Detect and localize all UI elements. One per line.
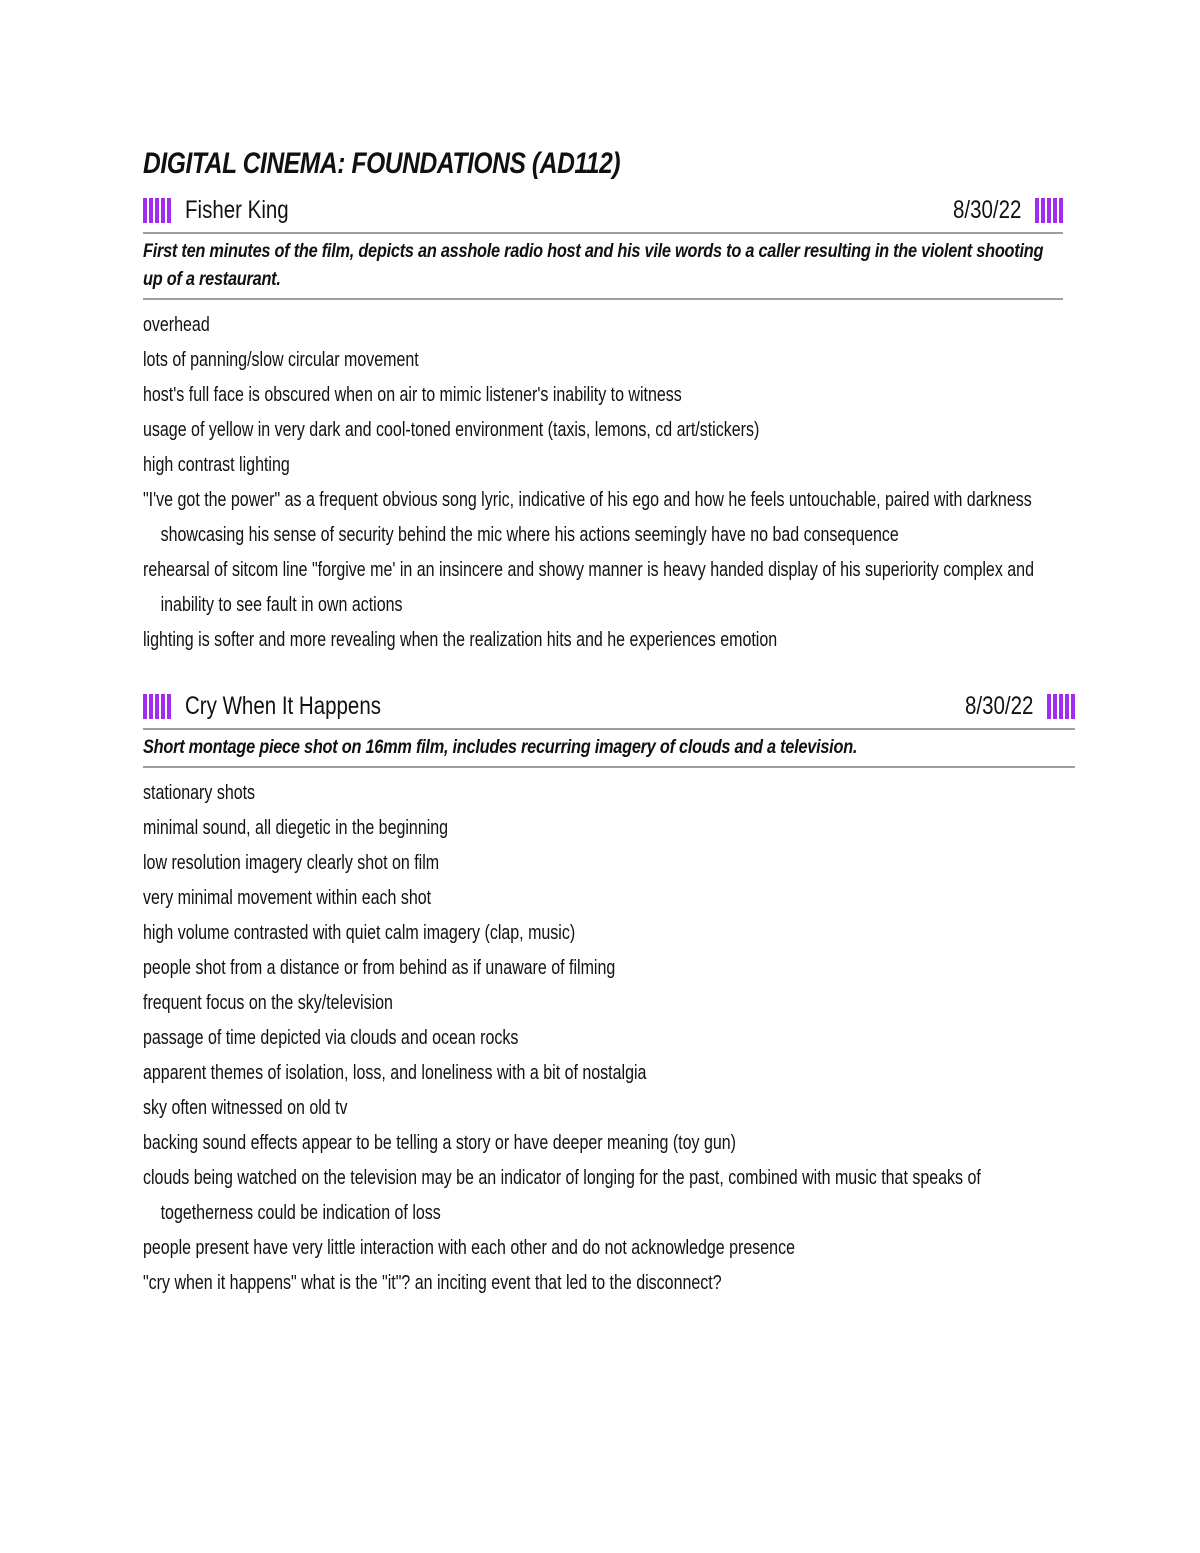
section-summary-text: Short montage piece shot on 16mm film, includes recurring imagery of clouds and a television.	[143, 737, 858, 758]
section-date: 8/30/22	[952, 195, 1021, 224]
list-item	[143, 308, 1063, 343]
note-text: sky often witnessed on old tv	[143, 1097, 348, 1119]
accent-bars-icon	[143, 694, 171, 719]
list-item	[143, 1266, 1075, 1301]
notes-list	[143, 776, 1075, 1301]
list-item	[143, 378, 1063, 413]
list-item	[143, 1231, 1075, 1266]
notes-list	[143, 308, 1063, 658]
note-text: minimal sound, all diegetic in the beginning	[143, 817, 449, 839]
section-summary-text: First ten minutes of the film, depicts an asshole radio host and his vile words to a caller resulting in the violent shooting up of a restaurant.	[143, 241, 1044, 290]
section-header	[143, 188, 1063, 234]
accent-bars-icon	[143, 198, 171, 223]
list-item	[143, 1056, 1075, 1091]
list-item	[143, 986, 1075, 1021]
list-item	[143, 413, 1063, 448]
list-item	[143, 1021, 1075, 1056]
accent-bars-icon	[1035, 198, 1063, 223]
list-item	[143, 1091, 1075, 1126]
note-text: rehearsal of sitcom line "forgive me' in an insincere and showy manner is heavy handed display of his superiority complex and inability to see fault in own actions	[143, 559, 1034, 616]
document-title: DIGITAL CINEMA: FOUNDATIONS (AD112)	[143, 147, 621, 180]
section-fisher-king	[143, 188, 1063, 658]
list-item	[143, 623, 1063, 658]
note-text: "cry when it happens" what is the "it"? an inciting event that led to the disconnect?	[143, 1272, 722, 1294]
list-item	[143, 343, 1063, 378]
note-text: host's full face is obscured when on air to mimic listener's inability to witness	[143, 384, 682, 406]
list-item	[143, 1126, 1075, 1161]
list-item	[143, 846, 1075, 881]
note-text: usage of yellow in very dark and cool-toned environment (taxis, lemons, cd art/stickers)	[143, 419, 760, 441]
note-text: "I've got the power" as a frequent obvious song lyric, indicative of his ego and how he feels untouchable, paired with darkness showcasing his sense of security behind the mic where his actions seemingly have no bad consequence	[143, 489, 1032, 546]
note-text: backing sound effects appear to be telling a story or have deeper meaning (toy gun)	[143, 1132, 736, 1154]
accent-bars-icon	[1047, 694, 1075, 719]
section-title: Fisher King	[185, 195, 289, 224]
list-item	[143, 811, 1075, 846]
note-text: passage of time depicted via clouds and ocean rocks	[143, 1027, 519, 1049]
note-text: stationary shots	[143, 782, 256, 804]
section-header	[143, 684, 1075, 730]
note-text: apparent themes of isolation, loss, and loneliness with a bit of nostalgia	[143, 1062, 647, 1084]
list-item	[143, 1161, 1075, 1231]
list-item	[143, 448, 1063, 483]
section-title: Cry When It Happens	[185, 691, 381, 720]
note-text: lots of panning/slow circular movement	[143, 349, 419, 371]
note-text: people shot from a distance or from behind as if unaware of filming	[143, 957, 616, 979]
list-item	[143, 483, 1063, 553]
note-text: low resolution imagery clearly shot on film	[143, 852, 440, 874]
list-item	[143, 951, 1075, 986]
list-item	[143, 916, 1075, 951]
note-text: clouds being watched on the television may be an indicator of longing for the past, combined with music that speaks of togetherness could be indication of loss	[143, 1167, 981, 1224]
note-text: overhead	[143, 314, 210, 336]
note-text: people present have very little interaction with each other and do not acknowledge presence	[143, 1237, 795, 1259]
document-page	[143, 140, 1063, 1301]
note-text: high contrast lighting	[143, 454, 290, 476]
section-date: 8/30/22	[964, 691, 1033, 720]
list-item	[143, 553, 1063, 623]
note-text: frequent focus on the sky/television	[143, 992, 393, 1014]
list-item	[143, 776, 1075, 811]
section-summary	[143, 730, 1075, 768]
note-text: very minimal movement within each shot	[143, 887, 432, 909]
section-summary	[143, 234, 1063, 300]
note-text: high volume contrasted with quiet calm imagery (clap, music)	[143, 922, 576, 944]
list-item	[143, 881, 1075, 916]
section-cry-when-it-happens	[143, 684, 1075, 1301]
note-text: lighting is softer and more revealing when the realization hits and he experiences emotion	[143, 629, 778, 651]
